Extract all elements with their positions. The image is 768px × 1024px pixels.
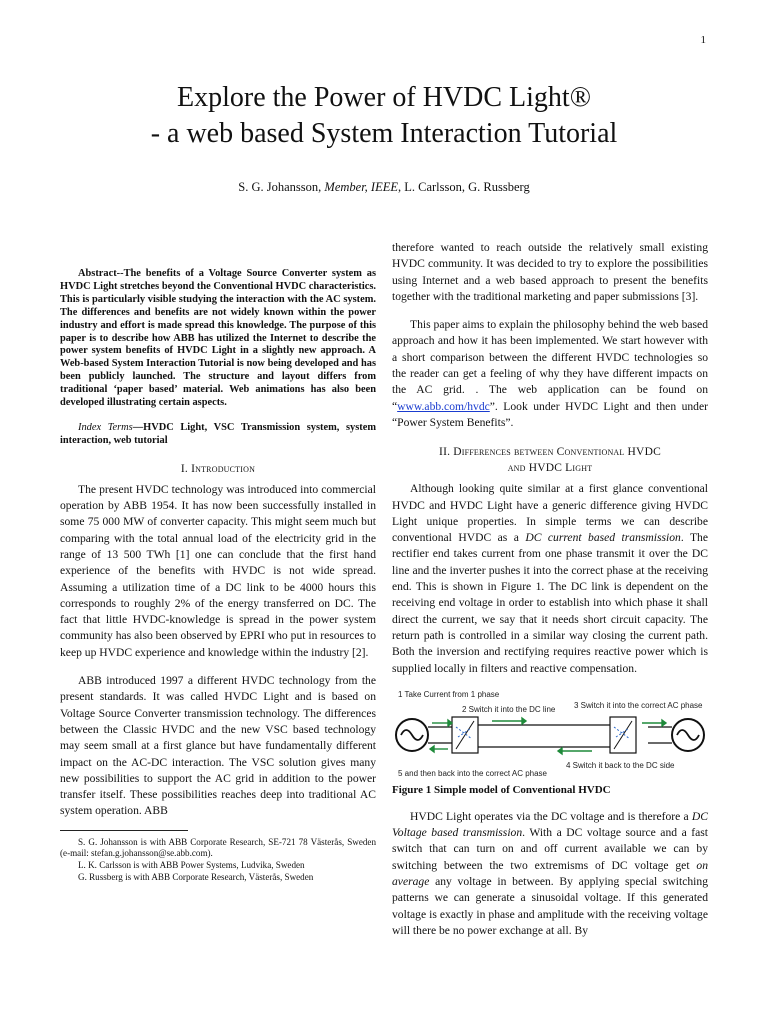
- intro-paragraph-1: The present HVDC technology was introduced into commercial operation by ABB 1954. It has now been successfully installed in some 75 000 MW of converter capacity. This might seem much but comparing with the total annual load of the electricity grid in the range of 13 500 TWh [1] one can conclude that the first hand experience of the benefits with HVDC is not wide spread. Assuming a utilization time of a DC link to be 4000 hours this corresponds to roughly 2% of the energy transferred on DC. The fact that little HVDC-knowledge is spread in the power system community has also been observed by EPRI who put in resources to keep up HVDC experience and knowledge within the industry [2].: [60, 482, 376, 659]
- hvdc-light-text-a: HVDC Light operates via the DC voltage and is therefore a: [410, 809, 692, 823]
- figure-step-2: 2 Switch it into the DC line: [462, 704, 556, 714]
- section-1-heading: I. Introduction: [180, 462, 256, 475]
- hvdc-light-text-c: any voltage in between. By applying special switching patterns we can generate a sinusoidal voltage. If this generated voltage is exactly in phase and amplitude with the receiving voltage will there be no power exchange at all. By: [392, 875, 708, 937]
- purpose-text-a: This paper aims to explain the philosophy behind the web based approach and how it has been implemented. We start however with a short comparison between the different HVDC technologies so the reader can get a feeling of why they have different impacts on the AC grid. . The web application can be found on “: [392, 318, 708, 413]
- page-number: 1: [700, 34, 706, 46]
- footnote-divider: [60, 830, 188, 831]
- figure-1-caption: Figure 1 Simple model of Conventional HVDC: [392, 783, 611, 796]
- figure-step-3: 3 Switch it into the correct AC phase: [574, 700, 703, 710]
- footnote-3: G. Russberg is with ABB Corporate Research, Västerås, Sweden: [78, 871, 314, 882]
- figure-step-1: 1 Take Current from 1 phase: [398, 689, 500, 699]
- differences-text-a: Although looking quite similar at a first glance conventional HVDC and HVDC Light have a generic difference giving HVDC Light unique properties. In simple terms we can describe conventional HVDC as a: [392, 482, 708, 545]
- sine-left-icon: [401, 730, 423, 740]
- differences-paragraph: [392, 481, 708, 677]
- section-2-heading-line-2: and HVDC Light: [507, 462, 593, 475]
- hvdc-light-text-b: . With a DC voltage source and a fast switch that can turn on and off current available we can by switching between the two extremisms of DC voltage get: [392, 826, 708, 872]
- dc-voltage-term: DC Voltage based transmission: [392, 809, 708, 840]
- figure-step-4: 4 Switch it back to the DC side: [566, 760, 675, 770]
- footnote-2: L. K. Carlsson is with ABB Power Systems, Ludvika, Sweden: [78, 859, 305, 870]
- sine-right-icon: [677, 730, 699, 740]
- intro-paragraph-2: ABB introduced 1997 a different HVDC technology from the present standards. It was called HVDC Light and is based on Voltage Source Converter transmission technology. The differences between the Classic HVDC and the new VSC based technology may seem small at a first glance but have fundamentally different impact on the AC-DC interaction. The VSC solution gives many new possibilities to support the AC grid in addition to the power transfer itself. These possibilities reaches deep into traditional AC system operation. ABB: [60, 674, 376, 818]
- abstract: Abstract--The benefits of a Voltage Source Converter system as HVDC Light stretches beyond the Conventional HVDC characteristics. This is particularly visible studying the interaction with the AC system. The differences and benefits are not widely known within the power industry and effort is made spread this knowledge. The purpose of this paper is to describe how ABB has utilized the Internet to describe the power system benefits of HVDC Light in a slightly new approach. A Web-based System Interaction Tutorial is now being developed and has been publicly launched. The structure and layout differs from traditional ‘paper based’ material. Web animations has also been developed illustrating certain aspects.: [60, 268, 376, 409]
- hvdc-web-link[interactable]: www.abb.com/hvdc: [397, 399, 490, 413]
- section-2-heading: [392, 444, 708, 476]
- index-terms-text: —HVDC Light, VSC Transmission system, system interaction, web tutorial: [60, 421, 376, 446]
- paper-title: [0, 80, 768, 152]
- other-authors: , L. Carlsson, G. Russberg: [398, 180, 530, 194]
- hvdc-light-paragraph: [392, 809, 708, 939]
- purpose-text-b: ”. Look under HVDC Light and then under “Power System Benefits”.: [392, 399, 708, 429]
- on-average-term: on average: [392, 858, 708, 889]
- dc-current-term: DC current based transmission: [525, 531, 681, 545]
- footnote-1: S. G. Johansson is with ABB Corporate Research, SE-721 78 Västerås, Sweden (e-mail: stefan.g.johansson@se.abb.com).: [60, 836, 376, 859]
- index-terms-label: Index Terms: [78, 421, 133, 433]
- section-2-heading-line-1: II. Differences between Conventional HVDC: [439, 446, 661, 459]
- differences-text-b: . The rectifier end takes current from one phase transmit it over the DC line and the inverter pushes it into the correct phase at the receiving end. This is shown in Figure 1. The DC link is dependent on the receiving end voltage in order to establish into which phase it shall direct the current, we say that it needs short circuit capacity. The return path is controlled in a similar way closing the current path. Both the inversion and rectifying requires reactive power which is supplied locally in filters and reactive compensation.: [392, 531, 708, 675]
- author-1-role: Member, IEEE: [324, 180, 398, 194]
- right-column: [392, 240, 708, 939]
- figure-step-5: 5 and then back into the correct AC phase: [398, 768, 547, 778]
- author-1: S. G. Johansson,: [238, 180, 325, 194]
- index-terms: [60, 422, 376, 448]
- figure-1-diagram: [392, 687, 708, 779]
- continued-paragraph: therefore wanted to reach outside the relatively small existing HVDC community. It was decided to try to explore the possibilities using Internet and a web based approach to present the benefits together with the traditional marketing and paper submissions [3].: [392, 241, 708, 303]
- title-line-2: - a web based System Interaction Tutorial: [150, 118, 618, 149]
- author-line: [0, 180, 768, 195]
- title-line-1: Explore the Power of HVDC Light®: [177, 82, 591, 113]
- left-column: [60, 268, 376, 883]
- purpose-paragraph: [392, 317, 708, 431]
